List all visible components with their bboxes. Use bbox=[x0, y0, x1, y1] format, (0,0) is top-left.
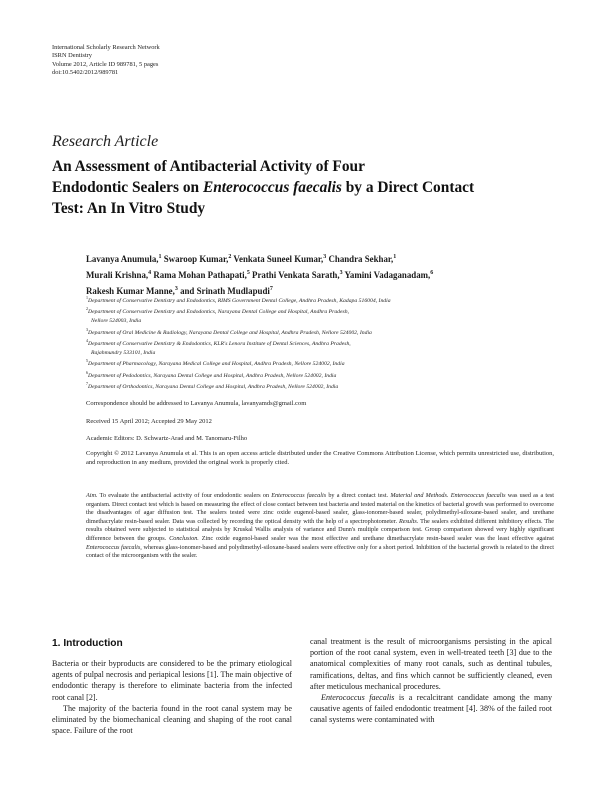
affiliation-num: 4 bbox=[86, 338, 88, 344]
abstract-label-aim: Aim. bbox=[86, 492, 98, 499]
paragraph-text: is a recalcitrant candidate among the many causative agents of failed endodontic treatment [4]. 38% of the failed root canal systems were contaminated with bbox=[310, 693, 552, 725]
affiliation bbox=[86, 305, 566, 316]
author bbox=[164, 254, 232, 264]
abstract-text: was used as a test organism. Direct contact test which is based on measuring the effect of close contact between test bacteria and tested material on the kinetics of bacterial growth was performed to overcome the disadvantages of agar diffusion test. The sealers tested were zinc oxide eugenol-based sealer, glass-ionomer-based sealer, polydimethyl-siloxane-based sealer, and urethane dimethacrylate resin-based sealer. Data was collected by recording the optical density with the help of a spectrophotometer. bbox=[86, 492, 555, 525]
affiliation-text: Department of Conservative Dentistry and Endodontics, RIMS Government Dental College, Andhra Pradesh, Kadapa 516004, India bbox=[88, 297, 391, 304]
affiliation-num: 1 bbox=[86, 295, 88, 300]
author-affil-sup: 3 bbox=[323, 254, 327, 260]
affiliation bbox=[86, 294, 566, 305]
affiliation-text: Department of Conservative Dentistry & Endodontics, KLR's Lenora Institute of Dental Sciences, Andhra Pradesh, bbox=[88, 340, 351, 347]
article-type: Research Article bbox=[52, 133, 159, 150]
author bbox=[252, 270, 343, 280]
abstract-species: Enterococcus faecalis bbox=[450, 492, 506, 499]
body-column-left bbox=[52, 658, 292, 736]
journal-name: International Scholarly Research Network bbox=[52, 44, 160, 51]
affiliation-num: 6 bbox=[86, 369, 88, 375]
paragraph bbox=[310, 692, 552, 726]
volume-info: Volume 2012, Article ID 989781, 5 pages bbox=[52, 60, 159, 68]
author-name: Lavanya Anumula, bbox=[86, 253, 159, 264]
author bbox=[86, 270, 151, 280]
affiliation-text: Department of Pedodontics, Narayana Dental College and Hospital, Andhra Pradesh, Nellore 524002, India bbox=[88, 372, 337, 379]
author-name: Prathi Venkata Sarath, bbox=[252, 269, 340, 280]
affiliation-text: Department of Pharmacology, Narayana Medical College and Hospital, Andhra Pradesh, Nellore 524002, India bbox=[88, 361, 345, 368]
author-name: Venkata Suneel Kumar, bbox=[233, 253, 324, 264]
affiliation-cont: Rajahmundry 533101, India bbox=[91, 349, 156, 356]
received-dates: Received 15 April 2012; Accepted 29 May 2012 bbox=[86, 418, 212, 425]
author-affil-sup: 3 bbox=[174, 285, 178, 292]
author bbox=[233, 254, 326, 264]
copyright-notice: Copyright © 2012 Lavanya Anumula et al. This is an open access article distributed under the Creative Commons Attribution License, which permits unrestricted use, distribution, and reproduction in any medium, provided the original work is properly cited. bbox=[86, 450, 554, 466]
affiliation-num: 3 bbox=[86, 326, 88, 332]
paragraph: The majority of the bacteria found in the root canal system may be eliminated by the biomechanical cleaning and shaping of the root canal space. Failure of the root bbox=[52, 703, 292, 736]
author-name: Yamini Vadaganadam, bbox=[344, 269, 431, 280]
title-species: Enterococcus faecalis bbox=[202, 179, 342, 196]
abstract-label-conclusion: Conclusion. bbox=[169, 534, 199, 542]
author-affil-sup: 1 bbox=[393, 254, 397, 260]
abstract-label-results: Results. bbox=[398, 517, 419, 525]
title-line-3: Test: An In Vitro Study bbox=[52, 200, 206, 217]
author-name: Rakesh Kumar Manne, bbox=[86, 285, 175, 296]
abstract-label-methods: Material and Methods. bbox=[390, 492, 449, 499]
abstract-species: Enterococcus faecalis bbox=[271, 492, 327, 499]
author-affil-sup: 4 bbox=[148, 269, 152, 276]
correspondence: Correspondence should be addressed to Lavanya Anumula, lavanyamds@gmail.com bbox=[86, 400, 307, 407]
journal-header bbox=[52, 44, 160, 78]
affiliation-text: Department of Conservative Dentistry and Endodontics, Narayana Dental College and Hospital, Andhra Pradesh, bbox=[88, 309, 350, 316]
paragraph: canal treatment is the result of microorganisms persisting in the apical portion of the root canal system, even in well-treated teeth [3] due to the anatomical complexities of many root canals, such as dentinal tubules, ramifications, deltas, and fins which cannot be sufficiently cleaned, even after meticulous mechanical procedures. bbox=[310, 637, 552, 691]
affiliation bbox=[86, 369, 566, 380]
doi: doi:10.5402/2012/989781 bbox=[52, 69, 119, 77]
affiliation bbox=[86, 337, 566, 348]
author-name: Rama Mohan Pathapati, bbox=[153, 269, 247, 280]
affiliation-cont: Nellore 524003, India bbox=[91, 317, 142, 324]
author-affil-sup: 5 bbox=[246, 269, 250, 276]
author bbox=[328, 254, 396, 264]
affiliation bbox=[86, 326, 566, 337]
affiliation-num: 5 bbox=[86, 358, 88, 364]
author bbox=[86, 254, 162, 264]
academic-editors: Academic Editors: D. Schwartz-Arad and M. Tanomaru-Filho bbox=[86, 435, 248, 442]
author bbox=[344, 270, 433, 280]
affiliation bbox=[86, 357, 566, 368]
title-text: Endodontic Sealers on bbox=[52, 179, 203, 196]
title-line-2 bbox=[52, 177, 572, 198]
author-affil-sup: 3 bbox=[339, 269, 343, 276]
journal-sub: ISRN Dentistry bbox=[52, 52, 92, 60]
abstract-species: Enterococcus faecalis, bbox=[86, 543, 142, 551]
abstract bbox=[86, 492, 554, 561]
author-affil-sup: 7 bbox=[269, 285, 273, 292]
species-name: Enterococcus faecalis bbox=[321, 693, 395, 703]
affiliation-text: Department of Oral Medicine & Radiology, Narayana Dental College and Hospital, Andhra Pradesh, Nellore 524002, India bbox=[88, 329, 372, 336]
body-column-right bbox=[310, 636, 552, 726]
affiliation-text: Department of Orthodontics, Narayana Dental College and Hospital, Andhra Pradesh, Nellore 524002, India bbox=[88, 383, 339, 390]
title-text: by a Direct Contact bbox=[341, 179, 475, 196]
abstract-text: The sealers exhibited different inhibitory effects. The results obtained were subjected to statistical analysis by Kruskal Wallis analysis of variance and Dunn's multiple comparison test. Group comparison showed very highly significant difference between the groups. bbox=[86, 517, 555, 542]
title-line-1: An Assessment of Antibacterial Activity of Four bbox=[52, 158, 365, 175]
author-name: Swaroop Kumar, bbox=[163, 253, 229, 264]
paragraph: Bacteria or their byproducts are considered to be the primary etiological agents of pulpal necrosis and periapical lesions [1]. The main objective of endodontic therapy is therefore to eliminate bacteria from the infected root canal [2]. bbox=[52, 659, 292, 702]
author bbox=[153, 270, 249, 280]
author-list bbox=[86, 250, 566, 298]
affiliation-list bbox=[86, 294, 566, 392]
author-name: Chandra Sekhar, bbox=[328, 253, 394, 264]
author-affil-sup: 6 bbox=[430, 269, 434, 276]
abstract-text: by a direct contact test. bbox=[326, 492, 391, 499]
author-name: Murali Krishna, bbox=[86, 269, 149, 280]
author-affil-sup: 1 bbox=[158, 254, 162, 260]
affiliation-num: 7 bbox=[86, 381, 88, 387]
author-name: and Srinath Mudlapudi bbox=[180, 285, 270, 296]
abstract-text: whereas glass-ionomer-based and polydimethyl-siloxane-based sealers were effective only for a short period. Inhibition of the bacterial growth is related to the direct contact of the microorganism with the sealer. bbox=[86, 543, 554, 560]
affiliation bbox=[86, 380, 566, 391]
author-affil-sup: 2 bbox=[228, 254, 232, 260]
abstract-text: Zinc oxide eugenol-based sealer was the most effective and urethane dimethacrylate resin-based sealer was the least effective against bbox=[198, 534, 554, 542]
paper-title bbox=[52, 156, 572, 219]
section-heading: 1. Introduction bbox=[52, 638, 123, 649]
abstract-text: To evaluate the antibacterial activity of four endodontic sealers on bbox=[97, 492, 272, 499]
affiliation-num: 2 bbox=[86, 306, 88, 312]
